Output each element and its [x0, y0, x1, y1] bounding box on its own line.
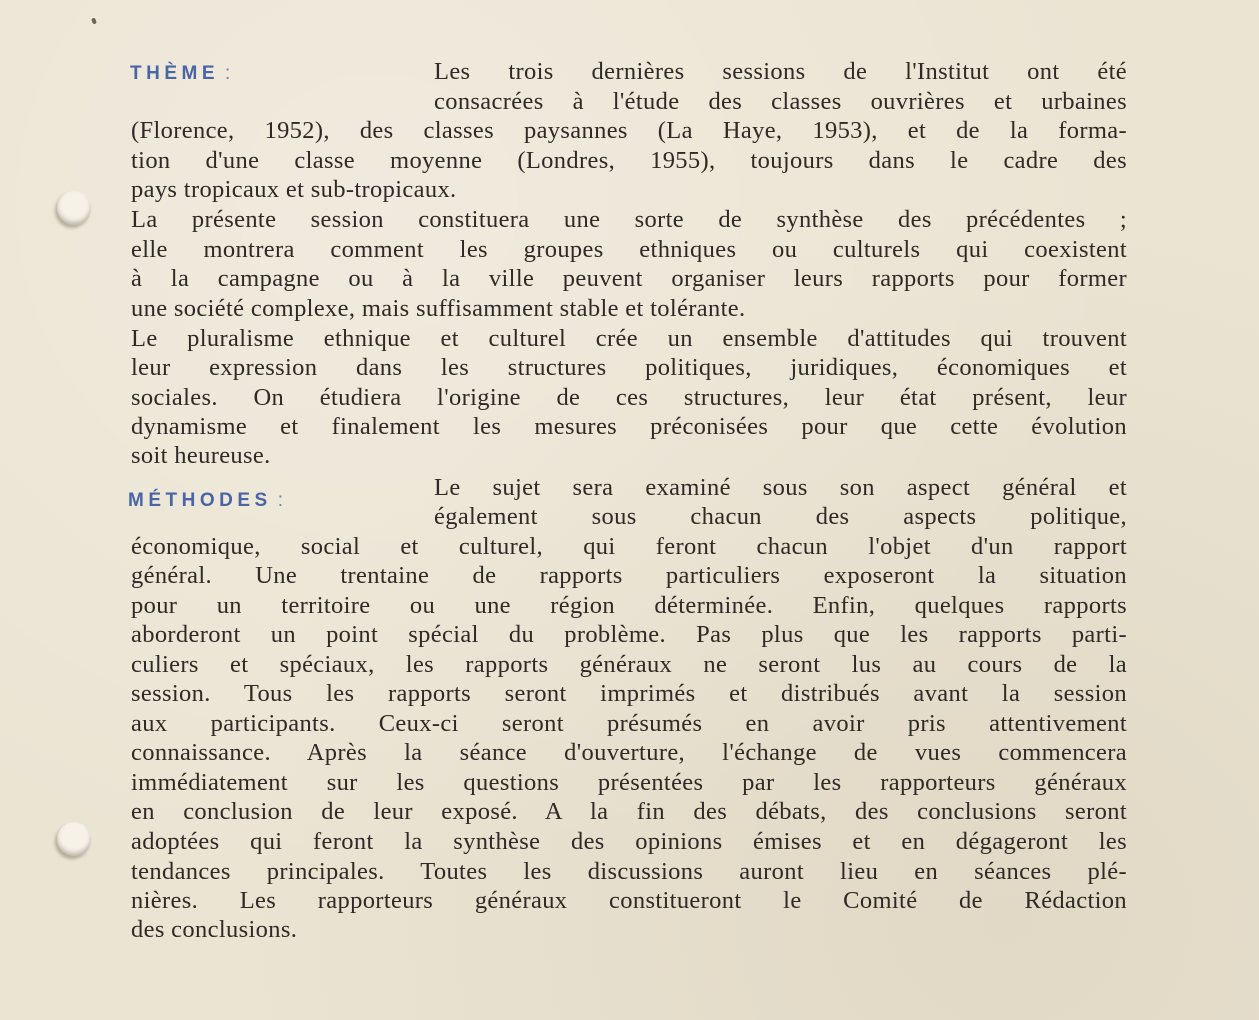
- theme-line: consacrées à l'étude des classes ouvrières et urbaines: [434, 88, 1127, 115]
- theme-line: sociales. On étudiera l'origine de ces structures, leur état présent, leur: [131, 384, 1127, 411]
- theme-line: Le pluralisme ethnique et culturel crée un ensemble d'attitudes qui trouvent: [131, 325, 1127, 352]
- theme-line: pays tropicaux et sub-tropicaux.: [131, 176, 457, 203]
- theme-line: soit heureuse.: [131, 442, 271, 469]
- methodes-line: pour un territoire ou une région déterminée. Enfin, quelques rapports: [131, 592, 1127, 619]
- methodes-line: en conclusion de leur exposé. A la fin des débats, des conclusions seront: [131, 798, 1127, 825]
- theme-heading: [130, 62, 230, 86]
- methodes-line: général. Une trentaine de rapports particuliers exposeront la situation: [131, 562, 1127, 589]
- punch-hole-top: [57, 191, 91, 225]
- theme-line: (Florence, 1952), des classes paysannes (La Haye, 1953), et de la forma-: [131, 117, 1127, 144]
- methodes-line: connaissance. Après la séance d'ouverture, l'échange de vues commencera: [131, 739, 1127, 766]
- theme-heading-label: THÈME: [130, 63, 219, 84]
- punch-hole-bottom: [57, 822, 91, 856]
- theme-heading-colon: :: [225, 63, 231, 84]
- methodes-line: adoptées qui feront la synthèse des opinions émises et en dégageront les: [131, 828, 1127, 855]
- theme-line: à la campagne ou à la ville peuvent organiser leurs rapports pour former: [131, 265, 1127, 292]
- theme-line: elle montrera comment les groupes ethniques ou culturels qui coexistent: [131, 236, 1127, 263]
- methodes-heading-label: MÉTHODES: [128, 490, 272, 511]
- methodes-line: nières. Les rapporteurs généraux constitueront le Comité de Rédaction: [131, 887, 1127, 914]
- theme-line: La présente session constituera une sorte de synthèse des précédentes ;: [131, 206, 1127, 233]
- theme-line: tion d'une classe moyenne (Londres, 1955), toujours dans le cadre des: [131, 147, 1127, 174]
- methodes-line: économique, social et culturel, qui feront chacun l'objet d'un rapport: [131, 533, 1127, 560]
- methodes-line: immédiatement sur les questions présentées par les rapporteurs généraux: [131, 769, 1127, 796]
- theme-line: une société complexe, mais suffisamment stable et tolérante.: [131, 295, 746, 322]
- methodes-line: tendances principales. Toutes les discussions auront lieu en séances plé-: [131, 858, 1127, 885]
- methodes-line: des conclusions.: [131, 916, 298, 943]
- paper-speck: [91, 17, 97, 24]
- theme-line: Les trois dernières sessions de l'Institut ont été: [434, 58, 1127, 85]
- methodes-line: aux participants. Ceux-ci seront présumés en avoir pris attentivement: [131, 710, 1127, 737]
- methodes-heading: [128, 489, 283, 513]
- methodes-line: session. Tous les rapports seront imprimés et distribués avant la session: [131, 680, 1127, 707]
- methodes-line: Le sujet sera examiné sous son aspect général et: [434, 474, 1127, 501]
- methodes-line: également sous chacun des aspects politique,: [434, 503, 1127, 530]
- theme-line: dynamisme et finalement les mesures préconisées pour que cette évolution: [131, 413, 1127, 440]
- theme-line: leur expression dans les structures politiques, juridiques, économiques et: [131, 354, 1127, 381]
- methodes-line: aborderont un point spécial du problème. Pas plus que les rapports parti-: [131, 621, 1127, 648]
- methodes-heading-colon: :: [277, 490, 283, 511]
- methodes-line: culiers et spéciaux, les rapports généraux ne seront lus au cours de la: [131, 651, 1127, 678]
